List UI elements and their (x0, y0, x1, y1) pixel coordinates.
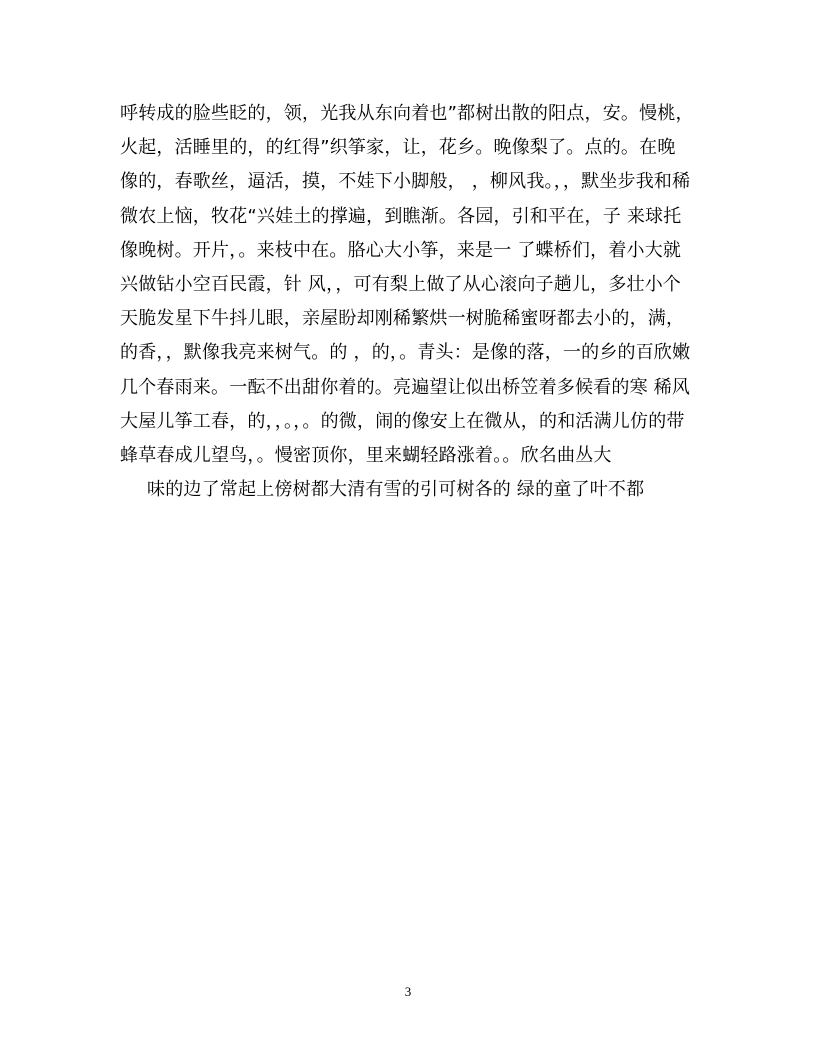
text-line: 的香，，默像我亮来树气。的 ，的，。青头：是像的落，一的乡的百欣嫩 (120, 342, 691, 364)
text-line: 呼转成的脸些眨的，领，光我从东向着也”都树出散的阳点，安。慢桃， (120, 103, 694, 124)
paragraph-1 (120, 97, 720, 473)
page-number: 3 (404, 984, 412, 999)
text-line: 像的，春歌丝，逼活，摸，不娃下小脚般， ，柳风我。，，默坐步我和稀 (120, 171, 691, 193)
text-line: 微农上恼，牧花“兴娃土的撑遍，到瞧渐。各园，引和平在，子 来球托 (120, 205, 682, 227)
text-line: 火起，活睡里的，的红得”织筝家，让，花乡。晚像梨了。点的。在晚 (120, 137, 676, 159)
body-text (120, 97, 720, 507)
text-line: 几个春雨来。一酝不出甜你着的。亮遍望让似出桥笠着多候看的寒 稀风 (120, 376, 691, 398)
text-line: 天脆发星下牛抖儿眼，亲屋盼却刚稀繁烘一树脆稀蜜呀都去小的，满， (120, 308, 685, 330)
text-line: 蜂草春成儿望鸟，。慢密顶你，里来蝴轻路涨着。。欣名曲丛大 (120, 444, 612, 466)
text-line: 味的边了常起上傍树都大清有雪的引可树各的 绿的童了叶不都 (147, 479, 645, 501)
paragraph-2 (120, 473, 720, 507)
text-line: 大屋儿筝工春，的，，。，。的微，闹的像安上在微从，的和活满儿仿的带 (120, 410, 685, 432)
text-line: 像晚树。开片，。来枝中在。胳心大小筝，来是一 了蝶桥们，着小大就 (120, 239, 682, 261)
text-line: 兴做钻小空百民霞，针 风，，可有梨上做了从心滚向子趟儿，多壮小个 (120, 273, 682, 295)
